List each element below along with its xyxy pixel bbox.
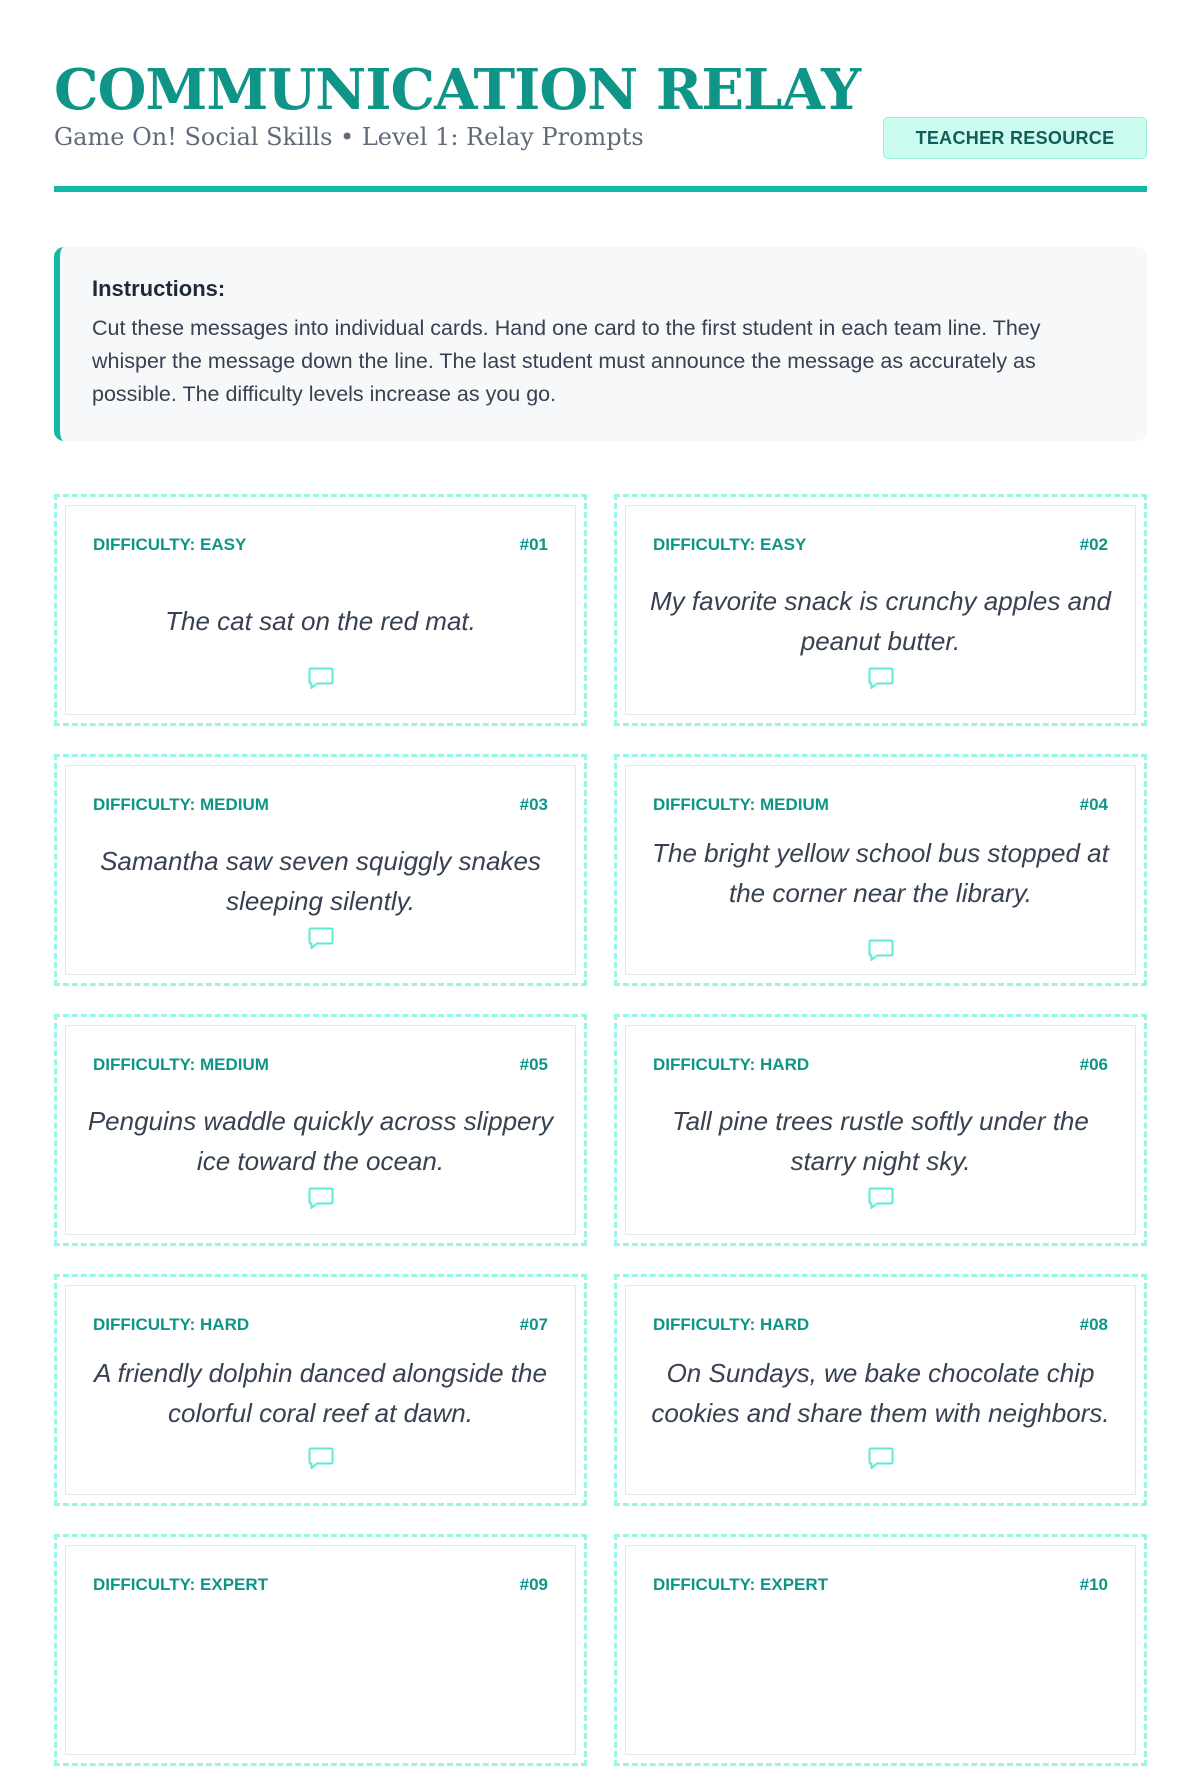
instructions-box <box>54 247 1147 441</box>
card-difficulty: DIFFICULTY: MEDIUM <box>93 795 269 814</box>
card-message: Samantha saw seven squiggly snakes sleeping silently. <box>100 846 541 916</box>
relay-card <box>65 765 576 975</box>
card-message: The cat sat on the red mat. <box>165 606 476 636</box>
card-cutline <box>54 1274 587 1506</box>
page-title: COMMUNICATION RELAY <box>54 57 861 123</box>
relay-card <box>625 1285 1136 1495</box>
chat-bubble-icon <box>308 666 334 690</box>
card-number: #10 <box>1079 1575 1108 1594</box>
card-message: On Sundays, we bake chocolate chip cookies and share them with neighbors. <box>651 1358 1110 1428</box>
card-cutline <box>54 754 587 986</box>
card-difficulty: DIFFICULTY: MEDIUM <box>653 795 829 814</box>
page-header <box>54 56 1147 153</box>
card-cutline <box>614 1534 1147 1766</box>
relay-card <box>625 1545 1136 1755</box>
card-number: #07 <box>519 1315 548 1334</box>
chat-bubble-icon <box>308 926 334 950</box>
card-message: Penguins waddle quickly across slippery ice toward the ocean. <box>87 1106 554 1176</box>
relay-card <box>65 505 576 715</box>
card-number: #09 <box>519 1575 548 1594</box>
instructions-body: Cut these messages into individual cards. Hand one card to the first student in each team line. They whisper the message down the line. The last student must announce the message as accurately as possible. The difficulty levels increase as you go. <box>92 316 1041 406</box>
chat-bubble-icon <box>308 1446 334 1470</box>
card-cutline <box>614 754 1147 986</box>
card-cutline <box>614 1014 1147 1246</box>
teacher-resource-badge: TEACHER RESOURCE <box>883 117 1147 159</box>
card-cutline <box>54 1014 587 1246</box>
card-message: My favorite snack is crunchy apples and peanut butter. <box>650 586 1111 656</box>
card-number: #08 <box>1079 1315 1108 1334</box>
relay-card <box>625 765 1136 975</box>
card-cutline <box>614 494 1147 726</box>
chat-bubble-icon <box>308 1186 334 1210</box>
relay-card <box>625 505 1136 715</box>
chat-bubble-icon <box>868 938 894 962</box>
card-difficulty: DIFFICULTY: HARD <box>653 1055 810 1074</box>
relay-card <box>625 1025 1136 1235</box>
card-difficulty: DIFFICULTY: MEDIUM <box>93 1055 269 1074</box>
chat-bubble-icon <box>868 1186 894 1210</box>
relay-card <box>65 1285 576 1495</box>
card-message: A friendly dolphin danced alongside the colorful coral reef at dawn. <box>94 1358 547 1428</box>
card-number: #05 <box>519 1055 548 1074</box>
card-message: Tall pine trees rustle softly under the starry night sky. <box>672 1106 1089 1176</box>
card-cutline <box>54 494 587 726</box>
card-cutline <box>54 1534 587 1766</box>
card-number: #06 <box>1079 1055 1108 1074</box>
card-difficulty: DIFFICULTY: HARD <box>653 1315 810 1334</box>
card-number: #03 <box>519 795 548 814</box>
card-message <box>646 1610 1115 1740</box>
card-number: #02 <box>1079 535 1108 554</box>
card-number: #04 <box>1079 795 1108 814</box>
relay-card <box>65 1025 576 1235</box>
card-message <box>86 1610 555 1740</box>
chat-bubble-icon <box>868 666 894 690</box>
card-difficulty: DIFFICULTY: EASY <box>653 535 807 554</box>
card-number: #01 <box>519 535 548 554</box>
card-message: The bright yellow school bus stopped at the corner near the library. <box>652 838 1109 908</box>
header-divider <box>54 186 1147 192</box>
card-cutline <box>614 1274 1147 1506</box>
card-difficulty: DIFFICULTY: EXPERT <box>653 1575 829 1594</box>
card-difficulty: DIFFICULTY: EASY <box>93 535 247 554</box>
chat-bubble-icon <box>868 1446 894 1470</box>
card-difficulty: DIFFICULTY: EXPERT <box>93 1575 269 1594</box>
card-difficulty: DIFFICULTY: HARD <box>93 1315 250 1334</box>
relay-card <box>65 1545 576 1755</box>
instructions-title: Instructions: <box>92 276 226 301</box>
page-subtitle: Game On! Social Skills • Level 1: Relay Prompts <box>54 123 644 151</box>
